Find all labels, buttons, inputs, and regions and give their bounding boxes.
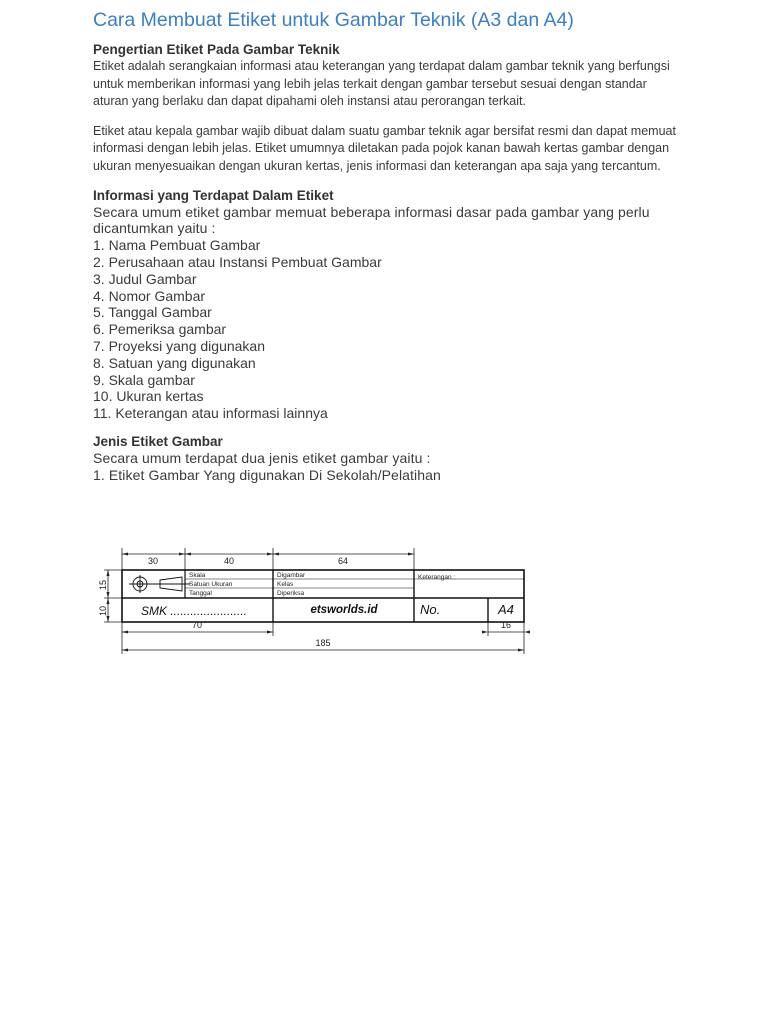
cell-satuan-ukuran: Satuan Ukuran xyxy=(189,581,233,588)
arrow-head xyxy=(122,553,128,556)
list-item: 10. Ukuran kertas xyxy=(93,388,204,405)
section-heading-informasi: Informasi yang Terdapat Dalam Etiket xyxy=(93,187,334,203)
paragraph-informasi-intro: Secara umum etiket gambar memuat beberapa informasi dasar pada gambar yang perlu dicantumkan yaitu : xyxy=(93,203,650,237)
list-item: 8. Satuan yang digunakan xyxy=(93,354,256,371)
arrow-head xyxy=(107,592,110,598)
arrow-head xyxy=(122,631,128,634)
arrow-head xyxy=(267,553,273,556)
cell-keterangan: Keterangan : xyxy=(418,574,456,581)
list-item: 4. Nomor Gambar xyxy=(93,287,206,304)
dimension-label-15: 15 xyxy=(98,579,108,591)
arrow-head xyxy=(518,649,524,652)
projection-symbol-icon xyxy=(129,575,190,593)
cell-no: No. xyxy=(420,602,441,617)
list-item: 1. Nama Pembuat Gambar xyxy=(93,237,261,254)
paragraph-definition: Etiket adalah serangkaian informasi atau keterangan yang terdapat dalam gambar teknik yang berfungsi untuk memberikan informasi yang lebih jelas terkait dengan gambar tersebut sesuai dengan standar aturan yang berlaku dan dapat dipahami oleh instansi atau perorangan terkait. xyxy=(93,59,670,109)
cell-brand: etsworlds.id xyxy=(310,604,378,616)
cell-diperiksa: Diperiksa xyxy=(277,590,305,597)
cell-smk: SMK ....................... xyxy=(141,604,248,618)
dimension-label-16: 16 xyxy=(500,620,512,630)
list-item: 6. Pemeriksa gambar xyxy=(93,321,227,338)
dimension-label-40: 40 xyxy=(223,556,235,566)
arrow-head xyxy=(524,631,530,634)
arrow-head xyxy=(482,631,488,634)
dimension-label-30: 30 xyxy=(147,556,159,566)
paragraph-purpose: Etiket atau kepala gambar wajib dibuat dalam suatu gambar teknik agar bersifat resmi dan dapat memuat informasi dengan lebih jelas. Etiket umumnya diletakan pada pojok kanan bawah kertas gambar dengan ukuran menyesuaikan dengan ukuran kertas, jenis informasi dan keterangan apa saja yang tercantum. xyxy=(93,123,676,173)
arrow-head xyxy=(179,553,185,556)
list-item: 3. Judul Gambar xyxy=(93,270,197,287)
arrow-head xyxy=(273,553,279,556)
dimension-label-64: 64 xyxy=(337,556,349,566)
article xyxy=(93,6,683,484)
dimension-label-70: 70 xyxy=(191,620,203,630)
cell-paper-size: A4 xyxy=(498,602,514,617)
arrow-head xyxy=(107,598,110,604)
arrow-head xyxy=(185,553,191,556)
section-heading-pengertian: Pengertian Etiket Pada Gambar Teknik xyxy=(93,42,340,57)
page-title: Cara Membuat Etiket untuk Gambar Teknik (A3 dan A4) xyxy=(93,9,574,31)
cell-tanggal: Tanggal xyxy=(189,590,212,597)
cell-kelas: Kelas xyxy=(277,581,294,588)
dimension-label-185: 185 xyxy=(315,638,331,648)
cell-digambar: Digambar xyxy=(277,572,306,579)
arrow-head xyxy=(408,553,414,556)
etiket-drawing xyxy=(96,544,536,665)
list-item: 2. Perusahaan atau Instansi Pembuat Gambar xyxy=(93,253,382,270)
arrow-head xyxy=(107,570,110,576)
list-item: 11. Keterangan atau informasi lainnya xyxy=(93,405,328,422)
paragraph-jenis-item1: 1. Etiket Gambar Yang digunakan Di Sekolah/Pelatihan xyxy=(93,466,441,483)
list-item: 7. Proyeksi yang digunakan xyxy=(93,337,265,354)
paragraph-jenis-intro: Secara umum terdapat dua jenis etiket gambar yaitu : xyxy=(93,449,431,466)
section-heading-jenis: Jenis Etiket Gambar xyxy=(93,433,223,449)
dimension-label-10: 10 xyxy=(98,605,108,617)
list-item: 9. Skala gambar xyxy=(93,371,195,388)
arrow-head xyxy=(122,649,128,652)
list-item: 5. Tanggal Gambar xyxy=(93,304,212,321)
arrow-head xyxy=(267,631,273,634)
etiket-figure xyxy=(96,544,536,660)
info-list xyxy=(93,237,683,422)
cell-skala: Skala xyxy=(189,572,206,579)
